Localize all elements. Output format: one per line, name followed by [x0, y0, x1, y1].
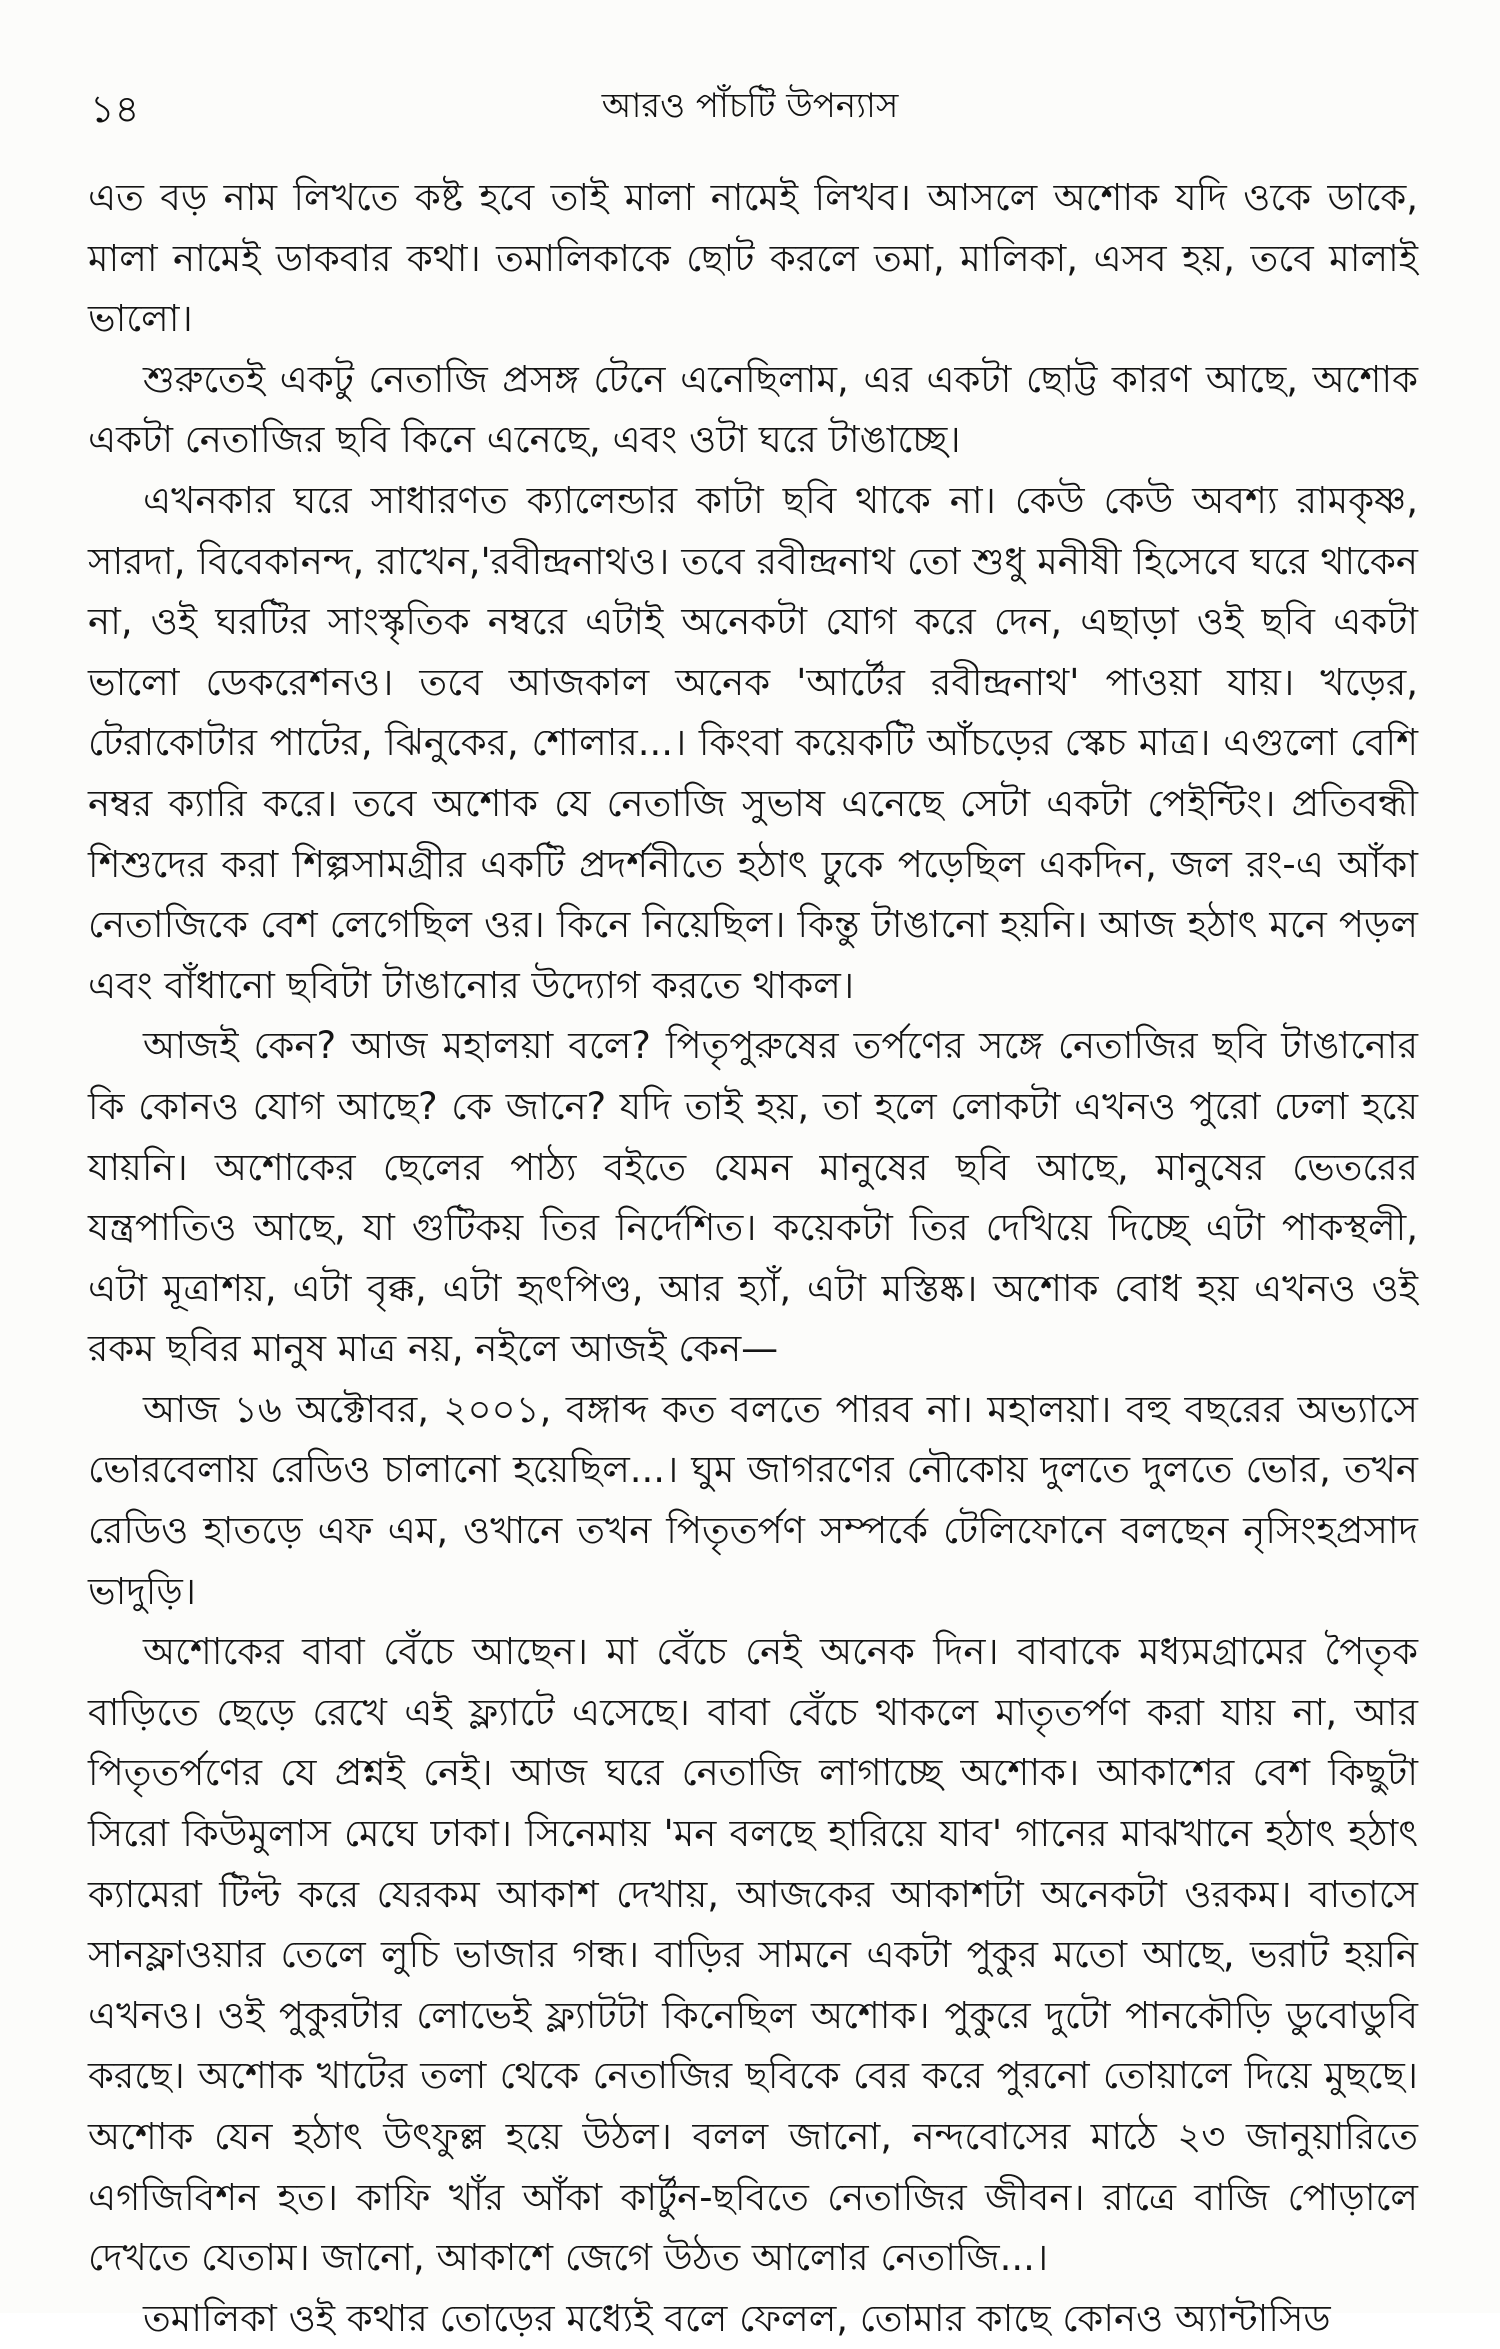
paragraph: এখনকার ঘরে সাধারণত ক্যালেন্ডার কাটা ছবি থাকে না। কেউ কেউ অবশ্য রামকৃষ্ণ, সারদা, বিবেকানন্দ, রাখেন,'রবীন্দ্রনাথও। তবে রবীন্দ্রনাথ তো শুধু মনীষী হিসেবে ঘরে থাকেন না, ওই ঘরটির সাংস্কৃতিক নম্বরে এটাই অনেকটা যোগ করে দেন, এছাড়া ওই ছবি একটা ভালো ডেকরেশনও। তবে আজকাল অনেক 'আর্টের রবীন্দ্রনাথ' পাওয়া যায়। খড়ের, টেরাকোটার পাটের, ঝিনুকের, শোলার...। কিংবা কয়েকটি আঁচড়ের স্কেচ মাত্র। এগুলো বেশি নম্বর ক্যারি করে। তবে অশোক যে নেতাজি সুভাষ এনেছে সেটা একটা পেইন্টিং। প্রতিবন্ধী শিশুদের করা শিল্পসামগ্রীর একটি প্রদর্শনীতে হঠাৎ ঢুকে পড়েছিল একদিন, জল রং-এ আঁকা নেতাজিকে বেশ লেগেছিল ওর। কিনে নিয়েছিল। কিন্তু টাঙানো হয়নি। আজ হঠাৎ মনে পড়ল এবং বাঁধানো ছবিটা টাঙানোর উদ্যোগ করতে থাকল।	[88, 478, 1418, 1007]
paragraph: এত বড় নাম লিখতে কষ্ট হবে তাই মালা নামেই লিখব। আসলে অশোক যদি ওকে ডাকে, মালা নামেই ডাকবার কথা। তমালিকাকে ছোট করলে তমা, মালিকা, এসব হয়, তবে মালাই ভালো।	[88, 176, 1418, 341]
paragraph: আজই কেন? আজ মহালয়া বলে? পিতৃপুরুষের তর্পণের সঙ্গে নেতাজির ছবি টাঙানোর কি কোনও যোগ আছে? কে জানে? যদি তাই হয়, তা হলে লোকটা এখনও পুরো ঢেলা হয়ে যায়নি। অশোকের ছেলের পাঠ্য বইতে যেমন মানুষের ছবি আছে, মানুষের ভেতরের যন্ত্রপাতিও আছে, যা গুটিকয় তির নির্দেশিত। কয়েকটা তির দেখিয়ে দিচ্ছে এটা পাকস্থলী, এটা মূত্রাশয়, এটা বৃক্ক, এটা হৃৎপিণ্ড, আর হ্যাঁ, এটা মস্তিষ্ক। অশোক বোধ হয় এখনও ওই রকম ছবির মানুষ মাত্র নয়, নইলে আজই কেন—	[88, 1024, 1418, 1371]
paragraph: শুরুতেই একটু নেতাজি প্রসঙ্গ টেনে এনেছিলাম, এর একটা ছোট্ট কারণ আছে, অশোক একটা নেতাজির ছবি কিনে এনেছে, এবং ওটা ঘরে টাঙাচ্ছে।	[88, 357, 1418, 462]
paragraph: অশোকের বাবা বেঁচে আছেন। মা বেঁচে নেই অনেক দিন। বাবাকে মধ্যমগ্রামের পৈতৃক বাড়িতে ছেড়ে রেখে এই ফ্ল্যাটে এসেছে। বাবা বেঁচে থাকলে মাতৃতর্পণ করা যায় না, আর পিতৃতর্পণের যে প্রশ্নই নেই। আজ ঘরে নেতাজি লাগাচ্ছে অশোক। আকাশের বেশ কিছুটা সিরো কিউমুলাস মেঘে ঢাকা। সিনেমায় 'মন বলছে হারিয়ে যাব' গানের মাঝখানে হঠাৎ হঠাৎ ক্যামেরা টিল্ট করে যেরকম আকাশ দেখায়, আজকের আকাশটা অনেকটা ওরকম। বাতাসে সানফ্লাওয়ার তেলে লুচি ভাজার গন্ধ। বাড়ির সামনে একটা পুকুর মতো আছে, ভরাট হয়নি এখনও। ওই পুকুরটার লোভেই ফ্ল্যাটটা কিনেছিল অশোক। পুকুরে দুটো পানকৌড়ি ডুবোডুবি করছে। অশোক খাটের তলা থেকে নেতাজির ছবিকে বের করে পুরনো তোয়ালে দিয়ে মুছছে। অশোক যেন হঠাৎ উৎফুল্ল হয়ে উঠল। বলল জানো, নন্দবোসের মাঠে ২৩ জানুয়ারিতে এগজিবিশন হত। কাফি খাঁর আঁকা কার্টুন-ছবিতে নেতাজির জীবন। রাত্রে বাজি পোড়ালে দেখতে যেতাম। জানো, আকাশে জেগে উঠত আলোর নেতাজি...।	[88, 1630, 1418, 2280]
paragraph: তমালিকা ওই কথার তোড়ের মধ্যেই বলে ফেলল, তোমার কাছে কোনও অ্যান্টাসিড	[143, 2296, 1331, 2340]
paragraph: আজ ১৬ অক্টোবর, ২০০১, বঙ্গাব্দ কত বলতে পারব না। মহালয়া। বহু বছরের অভ্যাসে ভোরবেলায় রেডিও চালানো হয়েছিল...। ঘুম জাগরণের নৌকোয় দুলতে দুলতে ভোর, তখন রেডিও হাতড়ে এফ এম, ওখানে তখন পিতৃতর্পণ সম্পর্কে টেলিফোনে বলছেন নৃসিংহপ্রসাদ ভাদুড়ি।	[88, 1387, 1418, 1613]
page-header	[90, 80, 1410, 140]
running-title: আরও পাঁচটি উপন্যাস	[601, 86, 899, 126]
body-text	[88, 168, 1418, 2349]
page-number: ১৪	[90, 87, 140, 131]
